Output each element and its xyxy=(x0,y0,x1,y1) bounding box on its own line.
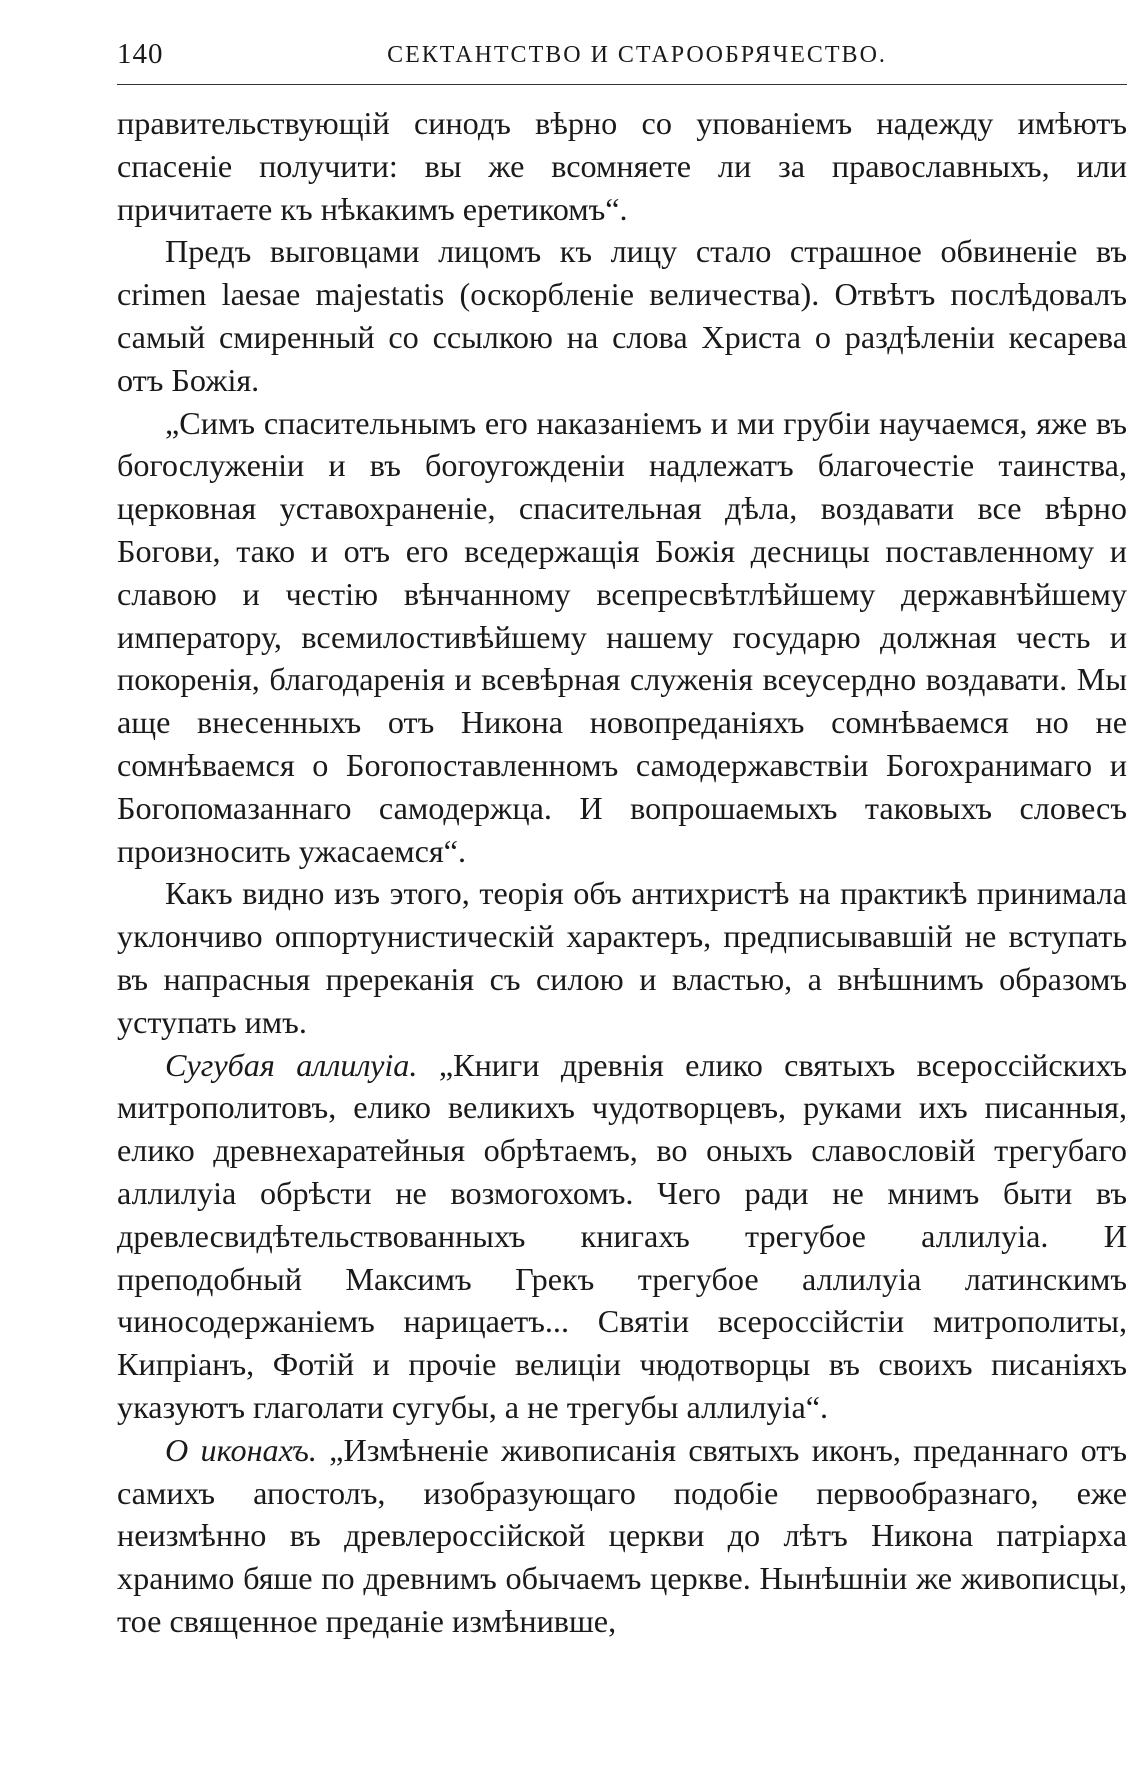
paragraph-text: правительствующій синодъ вѣрно со упованіемъ надежду имѣютъ спасеніе получити: вы же всомняете ли за православныхъ, или причитаете къ нѣкакимъ еретикомъ“. xyxy=(117,105,1127,227)
paragraph-text: „Измѣненіе живописанія святыхъ иконъ, преданнаго отъ самихъ апостолъ, изобразующаго подобіе первообразнаго, еже неизмѣнно въ древлероссійской церкви до лѣтъ Никона патріарха хранимо бяше по древнимъ обычаемъ церкве. Нынѣшніи же живописцы, тое священное преданіе измѣнивше, xyxy=(117,1431,1127,1639)
paragraph-text: „Симъ спасительнымъ его наказаніемъ и ми грубіи научаемся, яже въ богослуженіи и въ богоугожденіи надлежатъ благочестіе таинства, церковная уставохраненіе, спасительная дѣла, воздавати все вѣрно Богови, тако и отъ его вседержащія Божія десницы поставленному и славою и честію вѣнчанному всепресвѣтлѣйшему державнѣйшему императору, всемилостивѣйшему нашему государю должная честь и покоренія, благодаренія и всевѣрная служенія всеусердно воздавати. Мы аще внесенныхъ отъ Никона новопреданіяхъ сомнѣваемся но не сомнѣваемся о Богопоставленномъ самодержавствіи Богохранимаго и Богопомазаннаго самодержца. И вопрошаемыхъ таковыхъ словесъ произносить ужасаемся“. xyxy=(117,404,1127,869)
running-title: СЕКТАНТСТВО И СТАРООБРЯЧЕСТВО. xyxy=(387,42,887,68)
paragraph xyxy=(117,402,1127,873)
paragraph-text: Предъ выговцами лицомъ къ лицу стало страшное обвиненіе въ crimen laesae majestatis (оскорбленіе величества). Отвѣтъ послѣдовалъ самый смиренный со ссылкою на слова Христа о раздѣленіи кесарева отъ Божія. xyxy=(117,233,1127,398)
page-number: 140 xyxy=(117,38,164,70)
page-header xyxy=(117,38,1127,86)
section-lead: О иконахъ. xyxy=(165,1431,317,1468)
paragraph-text: Какъ видно изъ этого, теорія объ антихристѣ на практикѣ принимала уклончиво оппортунистическій характеръ, предписывавшій не вступать въ напрасныя пререканія съ силою и властью, а внѣшнимъ образомъ уступать имъ. xyxy=(117,875,1127,1040)
paragraph-text: „Книги древнія елико святыхъ всероссійскихъ митрополитовъ, елико великихъ чудотворцевъ, руками ихъ писанныя, елико древнехаратейныя обрѣтаемъ, во оныхъ славословій трегубаго аллилуіа обрѣсти не возмогохомъ. Чего ради не мнимъ быти въ древлесвидѣтельствованныхъ книгахъ трегубое аллилуіа. И преподобный Максимъ Грекъ трегубое аллилуіа латинскимъ чиносодержаніемъ нарицаетъ... Святіи всероссійстіи митрополиты, Кипріанъ, Фотій и прочіе велиціи чюдотворцы въ своихъ писаніяхъ указуютъ глаголати сугубы, а не трегубы аллилуіа“. xyxy=(117,1046,1127,1425)
paragraph xyxy=(117,872,1127,1043)
paragraph xyxy=(117,102,1127,230)
section-lead: Сугубая аллилуіа. xyxy=(165,1046,418,1083)
book-page xyxy=(117,38,1127,1643)
paragraph xyxy=(117,230,1127,401)
body-text xyxy=(117,102,1127,1643)
paragraph xyxy=(117,1044,1127,1429)
header-rule xyxy=(117,84,1127,85)
paragraph xyxy=(117,1429,1127,1643)
